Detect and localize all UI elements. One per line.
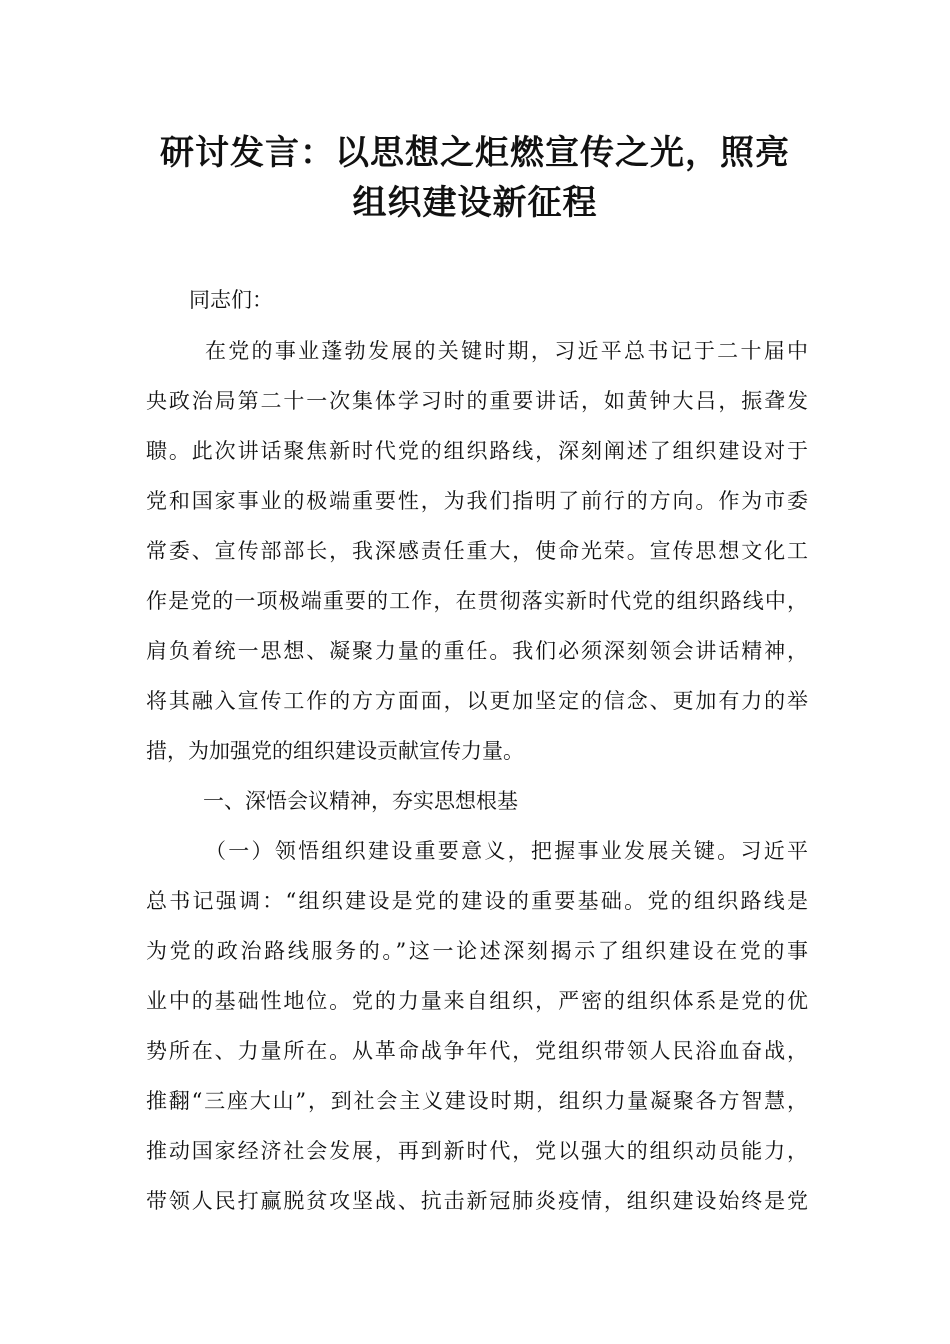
paragraph-line: 推动国家经济社会发展，再到新时代，党以强大的组织动员能力， [146,1139,808,1163]
paragraph-line: 央政治局第二十一次集体学习时的重要讲话，如黄钟大吕，振聋发 [146,389,808,413]
document-title-line-1: 研讨发言：以思想之炬燃宣传之光，照亮 [160,133,790,173]
document-title-line-2: 组织建设新征程 [352,183,598,223]
paragraph-line: 为党的政治路线服务的。”这一论述深刻揭示了组织建设在党的事 [146,939,808,963]
paragraph-line: 肩负着统一思想、凝聚力量的重任。我们必须深刻领会讲话精神， [146,639,808,663]
greeting: 同志们： [189,288,273,312]
paragraph-line: 在党的事业蓬勃发展的关键时期，习近平总书记于二十届中 [205,339,808,363]
paragraph-line: 作是党的一项极端重要的工作，在贯彻落实新时代党的组织路线中， [146,589,808,613]
section-heading: 一、深悟会议精神，夯实思想根基 [203,789,518,813]
paragraph-line: 推翻“三座大山”，到社会主义建设时期，组织力量凝聚各方智慧， [146,1089,808,1113]
paragraph-line: 党和国家事业的极端重要性，为我们指明了前行的方向。作为市委 [146,489,808,513]
paragraph-line: （一）领悟组织建设重要意义，把握事业发展关键。习近平 [205,839,808,863]
paragraph-line: 措，为加强党的组织建设贡献宣传力量。 [146,739,524,763]
paragraph-line: 常委、宣传部部长，我深感责任重大，使命光荣。宣传思想文化工 [146,539,808,563]
paragraph-line: 业中的基础性地位。党的力量来自组织，严密的组织体系是党的优 [146,989,808,1013]
paragraph-line: 势所在、力量所在。从革命战争年代，党组织带领人民浴血奋战， [146,1039,808,1063]
paragraph-line: 将其融入宣传工作的方方面面，以更加坚定的信念、更加有力的举 [146,689,808,713]
paragraph-line: 带领人民打赢脱贫攻坚战、抗击新冠肺炎疫情，组织建设始终是党 [146,1189,808,1213]
paragraph-line: 聩。此次讲话聚焦新时代党的组织路线，深刻阐述了组织建设对于 [146,439,808,463]
paragraph-line: 总书记强调：“组织建设是党的建设的重要基础。党的组织路线是 [146,889,808,913]
